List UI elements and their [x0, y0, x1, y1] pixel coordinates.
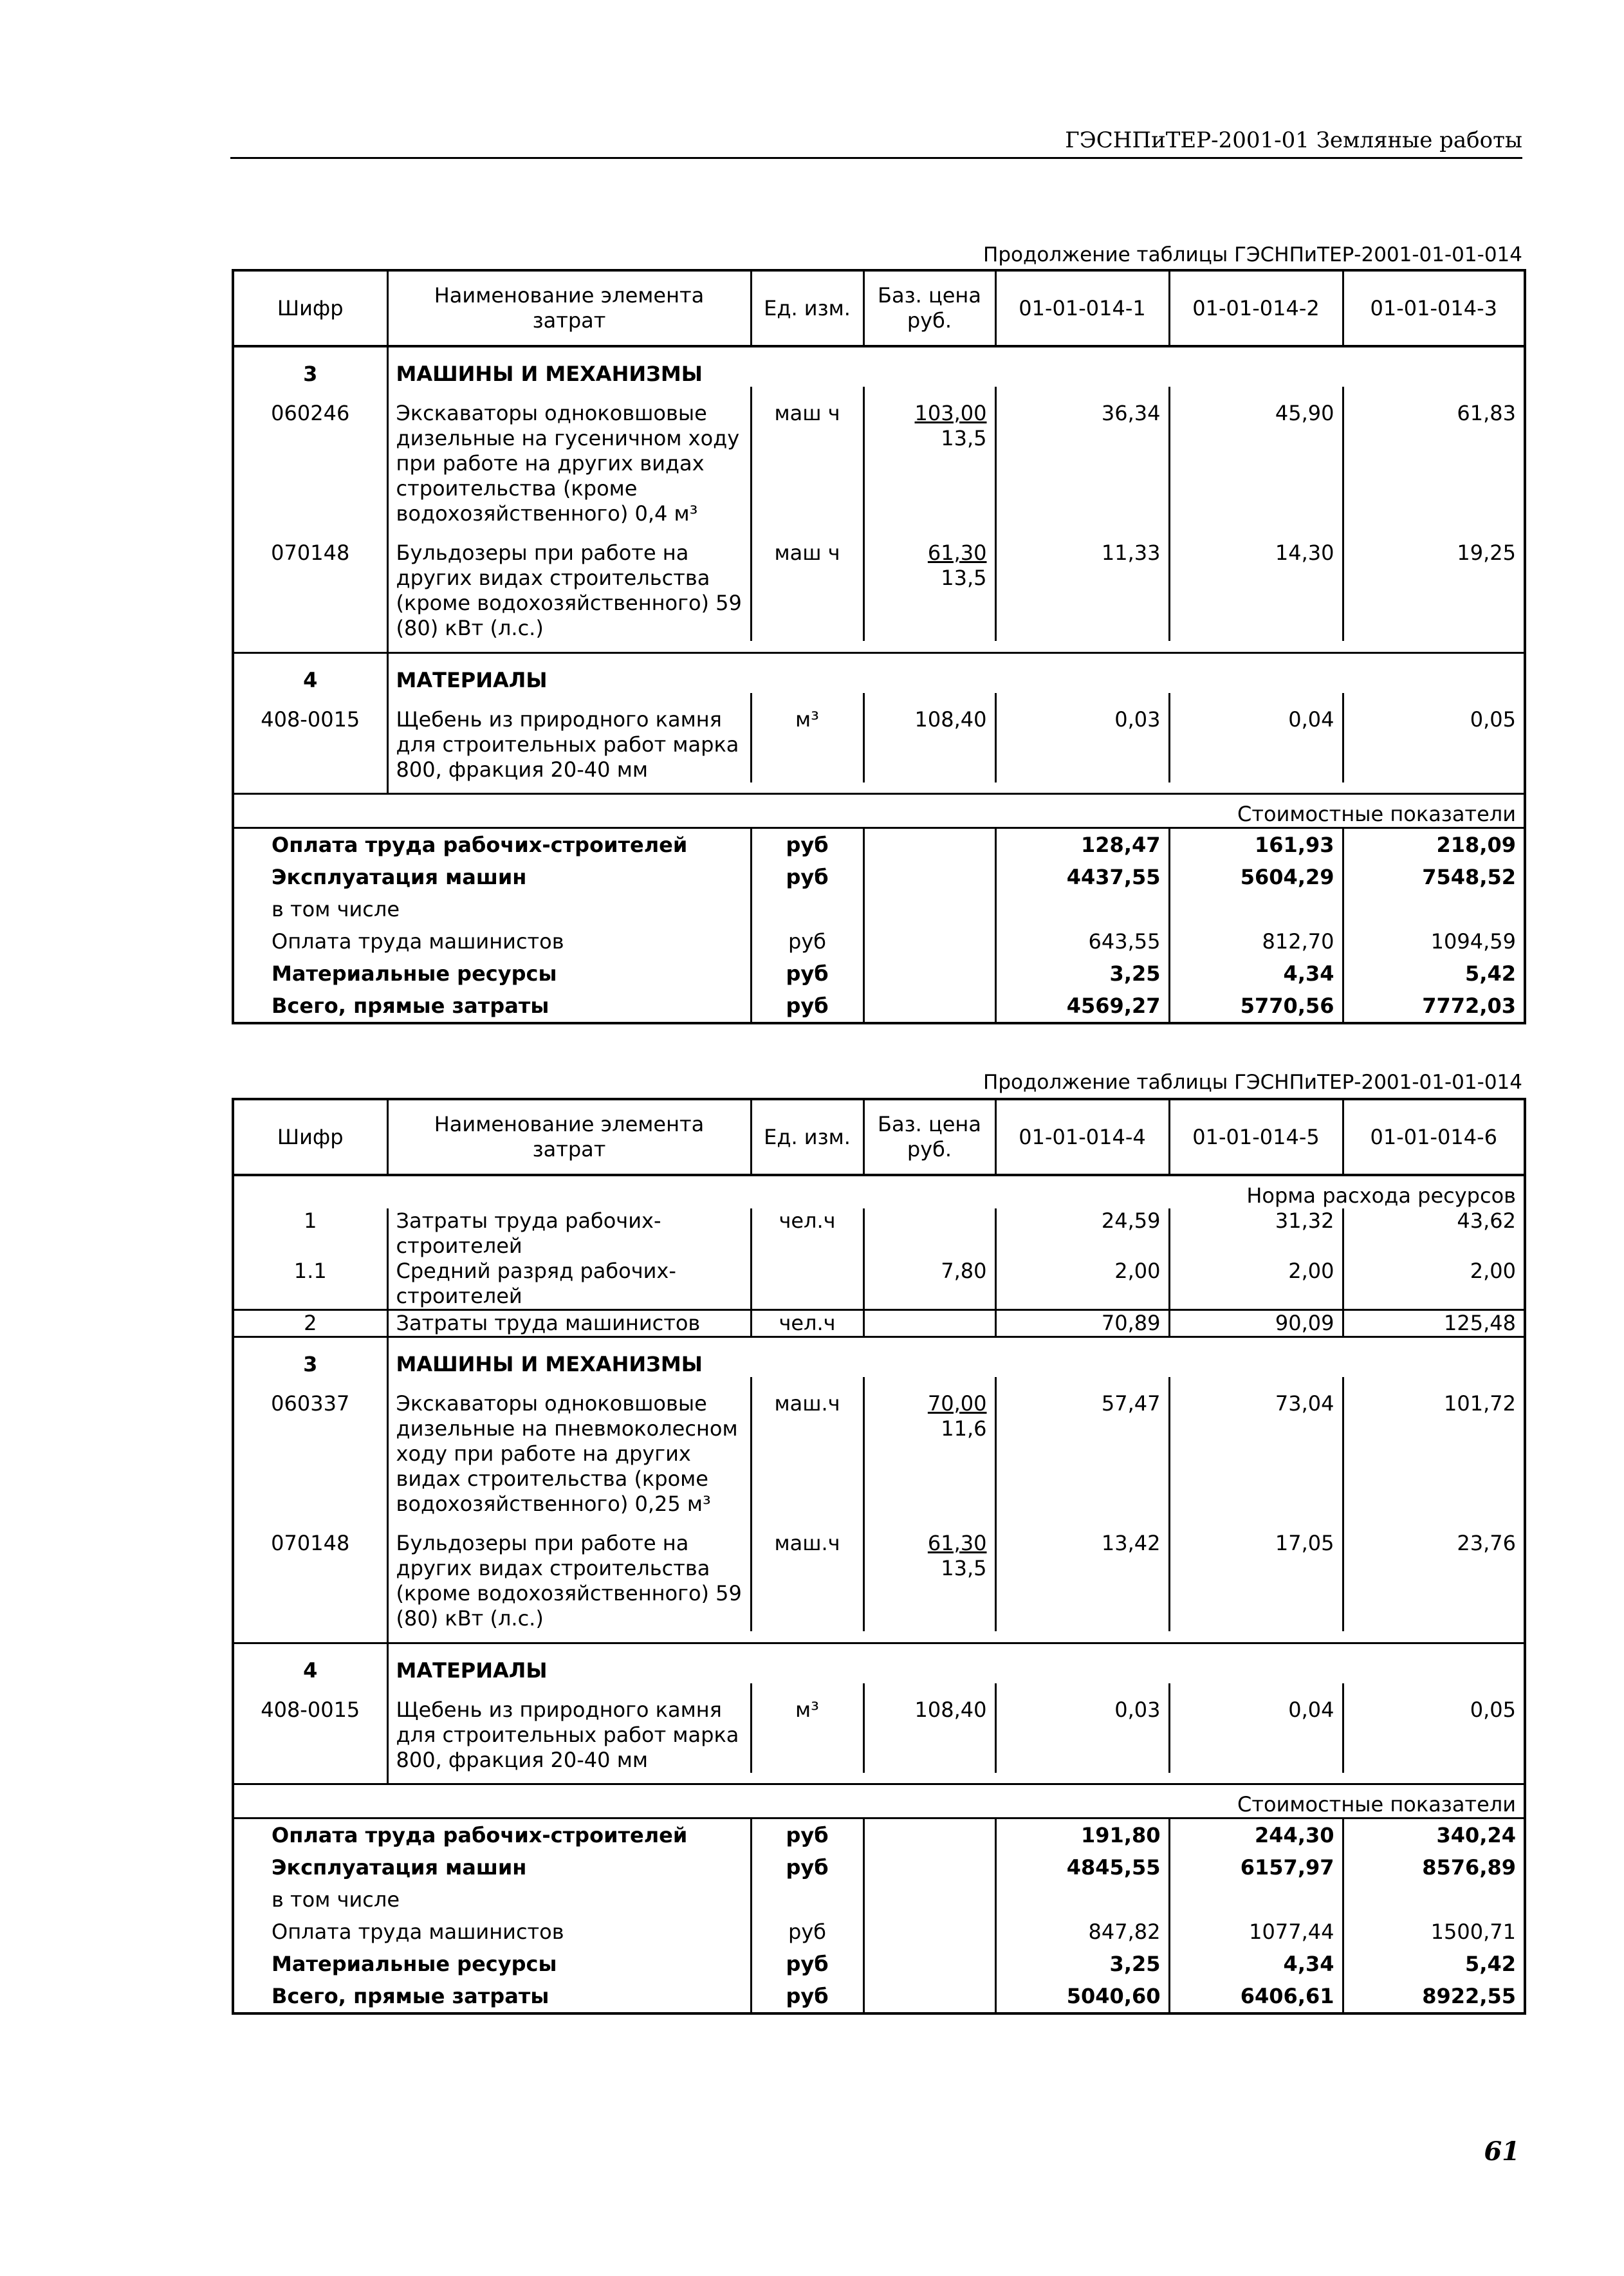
price-coefficient: 11,6: [941, 1416, 987, 1441]
row-value: 23,76: [1457, 1531, 1516, 1555]
row-unit: м³: [751, 1683, 863, 1773]
spacer: [387, 1631, 1525, 1643]
summary-unit: руб: [751, 990, 863, 1023]
summary-empty: [863, 1883, 995, 1916]
cost-table-1: [232, 269, 1526, 1024]
summary-value: 1077,44: [1169, 1916, 1343, 1948]
summary-row: [233, 1948, 1525, 1980]
summary-empty: [863, 1980, 995, 2013]
row-unit: чел.ч: [751, 1310, 863, 1337]
summary-value: 4437,55: [995, 861, 1169, 893]
row-name: Экскаваторы одноковшовые дизельные на пневмоколесном ходу при работе на других видах строительства (кроме водохозяйственного) 0,25 м³: [387, 1377, 751, 1517]
summary-value: 1500,71: [1430, 1919, 1516, 1944]
summary-value: 4569,27: [995, 990, 1169, 1023]
column-header: 01-01-014-2: [1169, 270, 1343, 346]
resource-row: [233, 387, 1525, 526]
row-unit: чел.ч: [751, 1208, 863, 1259]
summary-value: 5040,60: [995, 1980, 1169, 2013]
summary-value: 5770,56: [1169, 990, 1343, 1023]
column-header: Шифр: [233, 270, 387, 346]
norm-caption-row: [233, 1175, 1525, 1208]
summary-unit: руб: [751, 1916, 863, 1948]
row-price: [863, 387, 995, 526]
row-value: 0,04: [1169, 693, 1343, 782]
row-value: 125,48: [1343, 1310, 1525, 1337]
summary-value: [995, 893, 1169, 925]
row-value: 17,05: [1169, 1517, 1343, 1631]
row-value: 13,42: [995, 1517, 1169, 1631]
row-value: 70,89: [995, 1310, 1169, 1337]
base-price: 70,00: [927, 1391, 987, 1416]
summary-value: 8922,55: [1422, 1983, 1516, 2008]
spacer: [233, 1631, 387, 1643]
section-row: [233, 1337, 1525, 1378]
resource-row: [233, 1377, 1525, 1517]
summary-label: Всего, прямые затраты: [233, 990, 751, 1023]
summary-value: 6157,97: [1169, 1851, 1343, 1883]
summary-value: [1169, 893, 1343, 925]
spacer: [233, 641, 387, 652]
summary-label: Материальные ресурсы: [233, 958, 751, 990]
summary-empty: [863, 1916, 995, 1948]
row-code: 1.1: [233, 1259, 387, 1310]
base-price: 61,30: [927, 541, 987, 565]
summary-value: 244,30: [1169, 1818, 1343, 1852]
column-header: 01-01-014-6: [1343, 1099, 1525, 1175]
summary-empty: [863, 828, 995, 862]
summary-value: 3,25: [995, 1948, 1169, 1980]
summary-row: [233, 1851, 1525, 1883]
summary-value: 3,25: [995, 958, 1169, 990]
summary-empty: [863, 861, 995, 893]
summary-row: [233, 1883, 1525, 1916]
column-header: 01-01-014-5: [1169, 1099, 1343, 1175]
row-value: 14,30: [1169, 526, 1343, 641]
summary-unit: руб: [751, 1818, 863, 1852]
labour-row: [233, 1259, 1525, 1310]
summary-caption: Стоимостные показатели: [233, 794, 1525, 828]
row-code: 060246: [233, 387, 387, 526]
summary-label: Эксплуатация машин: [233, 861, 751, 893]
summary-value: 5,42: [1465, 1951, 1516, 1976]
row-name: Бульдозеры при работе на других видах строительства (кроме водохозяйственного) 59 (80) кВт (л.с.): [387, 526, 751, 641]
row-code: 1: [233, 1208, 387, 1259]
row-value: 31,32: [1169, 1208, 1343, 1259]
summary-value: 643,55: [995, 925, 1169, 958]
spacer: [387, 1773, 1525, 1784]
section-row: [233, 346, 1525, 387]
row-value: 2,00: [1169, 1259, 1343, 1310]
row-name: Затраты труда машинистов: [387, 1310, 751, 1337]
summary-value: [995, 1883, 1169, 1916]
column-header: Ед. изм.: [751, 1099, 863, 1175]
summary-empty: [863, 925, 995, 958]
row-value: 2,00: [995, 1259, 1169, 1310]
row-code: 070148: [233, 1517, 387, 1631]
summary-unit: руб: [751, 1980, 863, 2013]
row-price: [863, 1377, 995, 1517]
row-name: Щебень из природного камня для строительных работ марка 800, фракция 20-40 мм: [387, 693, 751, 782]
section-title: МАШИНЫ И МЕХАНИЗМЫ: [387, 346, 1525, 387]
page-number: 61: [1484, 2136, 1520, 2167]
summary-unit: руб: [751, 925, 863, 958]
row-code: 060337: [233, 1377, 387, 1517]
row-value: 73,04: [1169, 1377, 1343, 1517]
summary-value: 5604,29: [1169, 861, 1343, 893]
base-price: 108,40: [914, 707, 987, 732]
row-value: 101,72: [1444, 1391, 1516, 1416]
summary-row: [233, 990, 1525, 1023]
summary-value: 812,70: [1169, 925, 1343, 958]
section-row: [233, 652, 1525, 693]
row-value: 36,34: [995, 387, 1169, 526]
labour-row: [233, 1310, 1525, 1337]
summary-unit: [751, 1883, 863, 1916]
row-value: 11,33: [995, 526, 1169, 641]
spacer: [233, 782, 387, 794]
summary-value: 4,34: [1169, 958, 1343, 990]
spacer-row: [233, 641, 1525, 652]
column-header: Шифр: [233, 1099, 387, 1175]
summary-label: Оплата труда машинистов: [233, 1916, 751, 1948]
summary-row: [233, 1916, 1525, 1948]
row-value: 2,00: [1470, 1259, 1516, 1283]
spacer: [387, 782, 1525, 794]
cost-table-2: [232, 1098, 1526, 2015]
row-unit: м³: [751, 693, 863, 782]
summary-value: [1169, 1883, 1343, 1916]
summary-empty: [863, 893, 995, 925]
row-unit: маш ч: [751, 526, 863, 641]
summary-label: Эксплуатация машин: [233, 1851, 751, 1883]
summary-value: 128,47: [995, 828, 1169, 862]
row-value: 0,05: [1470, 1697, 1516, 1722]
row-price: 7,80: [863, 1259, 995, 1310]
price-coefficient: 13,5: [941, 426, 987, 450]
summary-unit: [751, 893, 863, 925]
column-header: Ед. изм.: [751, 270, 863, 346]
header-row: [233, 270, 1525, 346]
summary-unit: руб: [751, 828, 863, 862]
row-code: 070148: [233, 526, 387, 641]
summary-unit: руб: [751, 861, 863, 893]
row-unit: маш.ч: [751, 1517, 863, 1631]
header-row: [233, 1099, 1525, 1175]
summary-unit: руб: [751, 1948, 863, 1980]
table-caption-1: Продолжение таблицы ГЭСНПиТЕР-2001-01-01-014: [983, 243, 1522, 266]
row-code: 408-0015: [233, 693, 387, 782]
resource-row: [233, 526, 1525, 641]
summary-empty: [863, 1818, 995, 1852]
spacer-row: [233, 1773, 1525, 1784]
row-name: Щебень из природного камня для строительных работ марка 800, фракция 20-40 мм: [387, 1683, 751, 1773]
row-unit: маш ч: [751, 387, 863, 526]
summary-value: 7772,03: [1422, 993, 1516, 1018]
row-code: 408-0015: [233, 1683, 387, 1773]
summary-value: 4845,55: [995, 1851, 1169, 1883]
row-price: [863, 1683, 995, 1773]
base-price: 103,00: [914, 401, 987, 425]
column-header: 01-01-014-1: [995, 270, 1169, 346]
norm-caption: Норма расхода ресурсов: [1246, 1183, 1516, 1208]
row-value: 61,83: [1457, 401, 1516, 425]
spacer-row: [233, 782, 1525, 794]
summary-row: [233, 958, 1525, 990]
summary-empty: [863, 1948, 995, 1980]
row-price: [863, 1310, 995, 1337]
row-value: 0,05: [1470, 707, 1516, 732]
row-value: 57,47: [995, 1377, 1169, 1517]
section-title: МАТЕРИАЛЫ: [387, 1643, 1525, 1683]
summary-row: [233, 861, 1525, 893]
summary-row: [233, 1818, 1525, 1852]
summary-value: 340,24: [1343, 1818, 1525, 1852]
column-header: 01-01-014-3: [1343, 270, 1525, 346]
column-header: Баз. цена руб.: [863, 1099, 995, 1175]
section-row: [233, 1643, 1525, 1683]
summary-label: в том числе: [233, 893, 751, 925]
row-value: 0,03: [995, 1683, 1169, 1773]
section-code: 3: [233, 1337, 387, 1378]
resource-row: [233, 693, 1525, 782]
row-value: 90,09: [1169, 1310, 1343, 1337]
row-name: Бульдозеры при работе на других видах строительства (кроме водохозяйственного) 59 (80) кВт (л.с.): [387, 1517, 751, 1631]
summary-value: 1094,59: [1430, 929, 1516, 954]
summary-label: Оплата труда рабочих-строителей: [233, 1818, 751, 1852]
row-value: 0,03: [995, 693, 1169, 782]
row-unit: [751, 1259, 863, 1310]
resource-row: [233, 1683, 1525, 1773]
spacer: [387, 641, 1525, 652]
row-value: 19,25: [1457, 541, 1516, 565]
summary-value: 7548,52: [1422, 864, 1516, 889]
summary-value: [1343, 893, 1525, 925]
summary-caption-row: [233, 794, 1525, 828]
table-caption-2: Продолжение таблицы ГЭСНПиТЕР-2001-01-01-014: [983, 1071, 1522, 1094]
row-value: 43,62: [1457, 1208, 1516, 1233]
labour-row: [233, 1208, 1525, 1259]
column-header: Наименование элемента затрат: [387, 270, 751, 346]
section-code: 4: [233, 1643, 387, 1683]
price-coefficient: 13,5: [941, 566, 987, 590]
spacer-row: [233, 1631, 1525, 1643]
summary-value: 4,34: [1169, 1948, 1343, 1980]
page-header: [230, 127, 1522, 159]
summary-caption-row: [233, 1784, 1525, 1818]
row-value: 45,90: [1169, 387, 1343, 526]
summary-empty: [863, 1851, 995, 1883]
summary-label: Материальные ресурсы: [233, 1948, 751, 1980]
row-price: [863, 526, 995, 641]
row-name: Экскаваторы одноковшовые дизельные на гусеничном ходу при работе на других видах строительства (кроме водохозяйственного) 0,4 м³: [387, 387, 751, 526]
column-header: Наименование элемента затрат: [387, 1099, 751, 1175]
summary-value: 218,09: [1343, 828, 1525, 862]
section-code: 4: [233, 652, 387, 693]
row-value: 24,59: [995, 1208, 1169, 1259]
row-name: Средний разряд рабочих-строителей: [387, 1259, 751, 1310]
section-title: МАТЕРИАЛЫ: [387, 652, 1525, 693]
summary-value: 8576,89: [1422, 1855, 1516, 1880]
summary-label: Оплата труда машинистов: [233, 925, 751, 958]
summary-caption: Стоимостные показатели: [233, 1784, 1525, 1818]
base-price: 61,30: [927, 1531, 987, 1555]
summary-row: [233, 1980, 1525, 2013]
summary-row: [233, 925, 1525, 958]
section-title: МАШИНЫ И МЕХАНИЗМЫ: [387, 1337, 1525, 1378]
summary-value: 847,82: [995, 1916, 1169, 1948]
summary-row: [233, 893, 1525, 925]
section-code: 3: [233, 346, 387, 387]
price-coefficient: 13,5: [941, 1556, 987, 1580]
summary-empty: [863, 990, 995, 1023]
summary-label: Оплата труда рабочих-строителей: [233, 828, 751, 862]
summary-label: в том числе: [233, 1883, 751, 1916]
resource-row: [233, 1517, 1525, 1631]
base-price: 108,40: [914, 1697, 987, 1722]
summary-row: [233, 828, 1525, 862]
spacer: [233, 1773, 387, 1784]
row-price: [863, 693, 995, 782]
row-name: Затраты труда рабочих-строителей: [387, 1208, 751, 1259]
row-code: 2: [233, 1310, 387, 1337]
row-price: [863, 1208, 995, 1259]
summary-value: 5,42: [1465, 961, 1516, 986]
row-value: 0,04: [1169, 1683, 1343, 1773]
column-header: 01-01-014-4: [995, 1099, 1169, 1175]
summary-value: [1343, 1883, 1525, 1916]
summary-empty: [863, 958, 995, 990]
summary-value: 191,80: [995, 1818, 1169, 1852]
summary-label: Всего, прямые затраты: [233, 1980, 751, 2013]
summary-unit: руб: [751, 958, 863, 990]
column-header: Баз. цена руб.: [863, 270, 995, 346]
row-price: [863, 1517, 995, 1631]
row-unit: маш.ч: [751, 1377, 863, 1517]
summary-value: 161,93: [1169, 828, 1343, 862]
summary-value: 6406,61: [1169, 1980, 1343, 2013]
page-header-text: ГЭСНПиТЕР-2001-01 Земляные работы: [1065, 127, 1522, 153]
summary-unit: руб: [751, 1851, 863, 1883]
